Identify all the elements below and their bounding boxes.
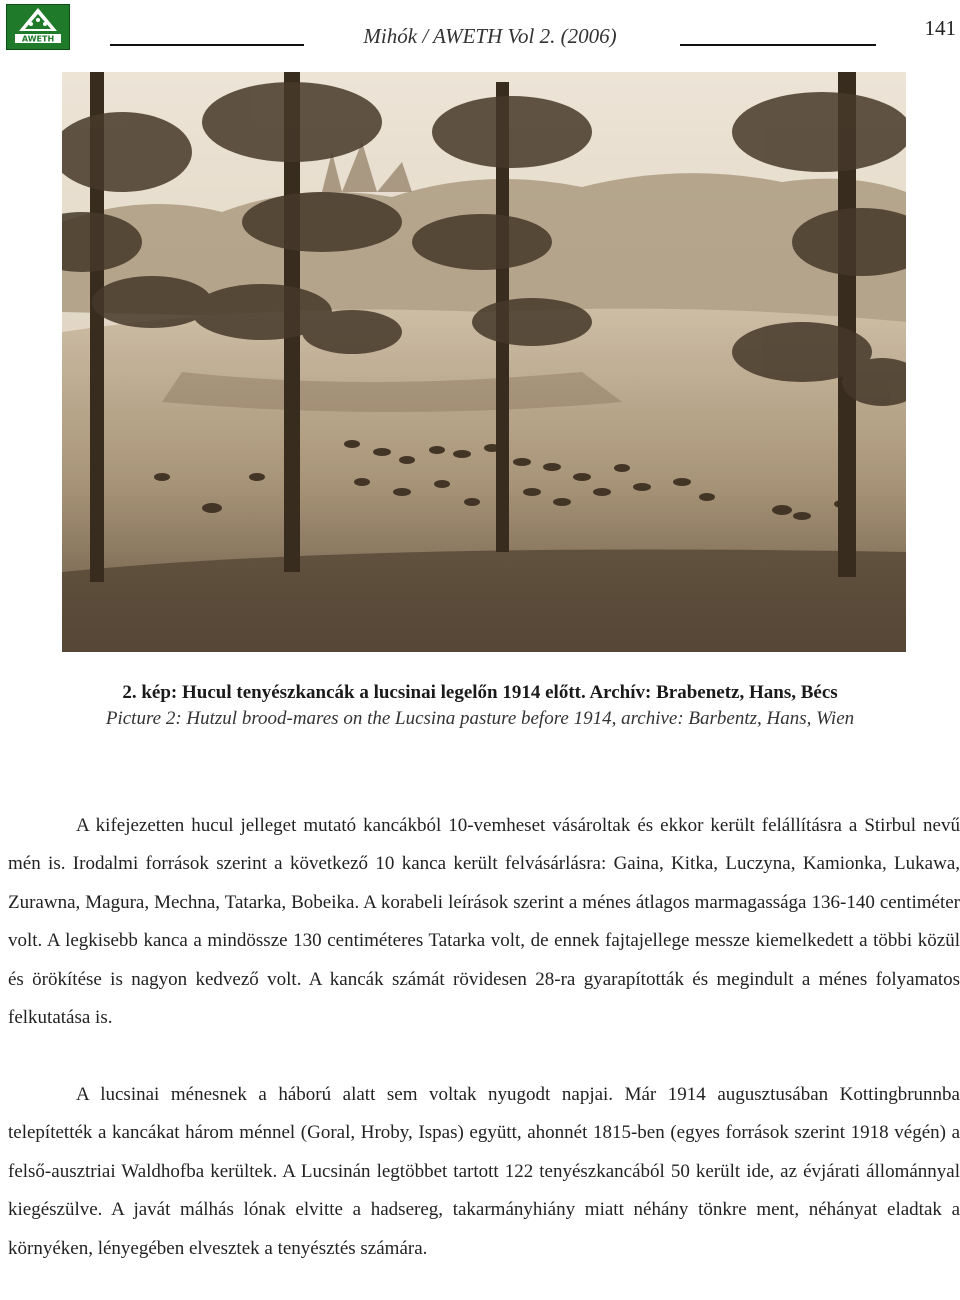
body-paragraph-1: A kifejezetten hucul jelleget mutató kancákból 10-vemheset vásároltak és ekkor került felállításra a Stirbul nevű mén is. Irodalmi források szerint a következő 10 kanca került felvásárlásra: Gaina, Kitka, Luczyna, Kamionka, Lukawa, Zurawna, Magura, Mechna, Tatarka, Bobeika. A korabeli leírások szerint a ménes átlagos marmagassága 136-140 centiméter volt. A legkisebb kanca a mindössze 130 centiméteres Tatarka volt, de ennek fajtajellege messze kiemelkedett a többi közül és örökítése is nagyon kedvező volt. A kancák számát rövidesen 28-ra gyarapították és megindult a ménes folyamatos felkutatása is. (8, 815, 960, 1029)
running-head: Mihók / AWETH Vol 2. (2006) (363, 24, 617, 48)
figure-caption-hungarian: 2. kép: Hucul tenyészkancák a lucsinai legelőn 1914 előtt. Archív: Brabenetz, Hans, Bécs (122, 682, 838, 703)
header-rule-right (680, 44, 876, 46)
header-rule-left (110, 44, 304, 46)
page-number: 141 (924, 16, 956, 40)
body-paragraph-2: A lucsinai ménesnek a háború alatt sem voltak nyugodt napjai. Már 1914 augusztusában Kottingbrunnba telepítették a kancákat három ménnel (Goral, Hroby, Ispas) együtt, ahonnét 1815-ben (egyes források szerint 1918 végén) a felső-ausztriai Waldhofba kerültek. A Lucsinán legtöbbet tartott 122 tenyészkancából 50 került ide, az évjárati állománnyal kiegészülve. A javát málhás lónak elvitte a hadsereg, takarmányhiány miatt néhány tönkre ment, néhányat eladtak a környéken, lényegében elvesztek a tenyésztés számára. (8, 1084, 960, 1259)
figure-caption-english: Picture 2: Hutzul brood-mares on the Lucsina pasture before 1914, archive: Barbentz, Hans, Wien (105, 708, 855, 729)
historical-photo (62, 72, 906, 652)
journal-logo (6, 4, 70, 50)
logo-text: AWETH (21, 34, 55, 44)
